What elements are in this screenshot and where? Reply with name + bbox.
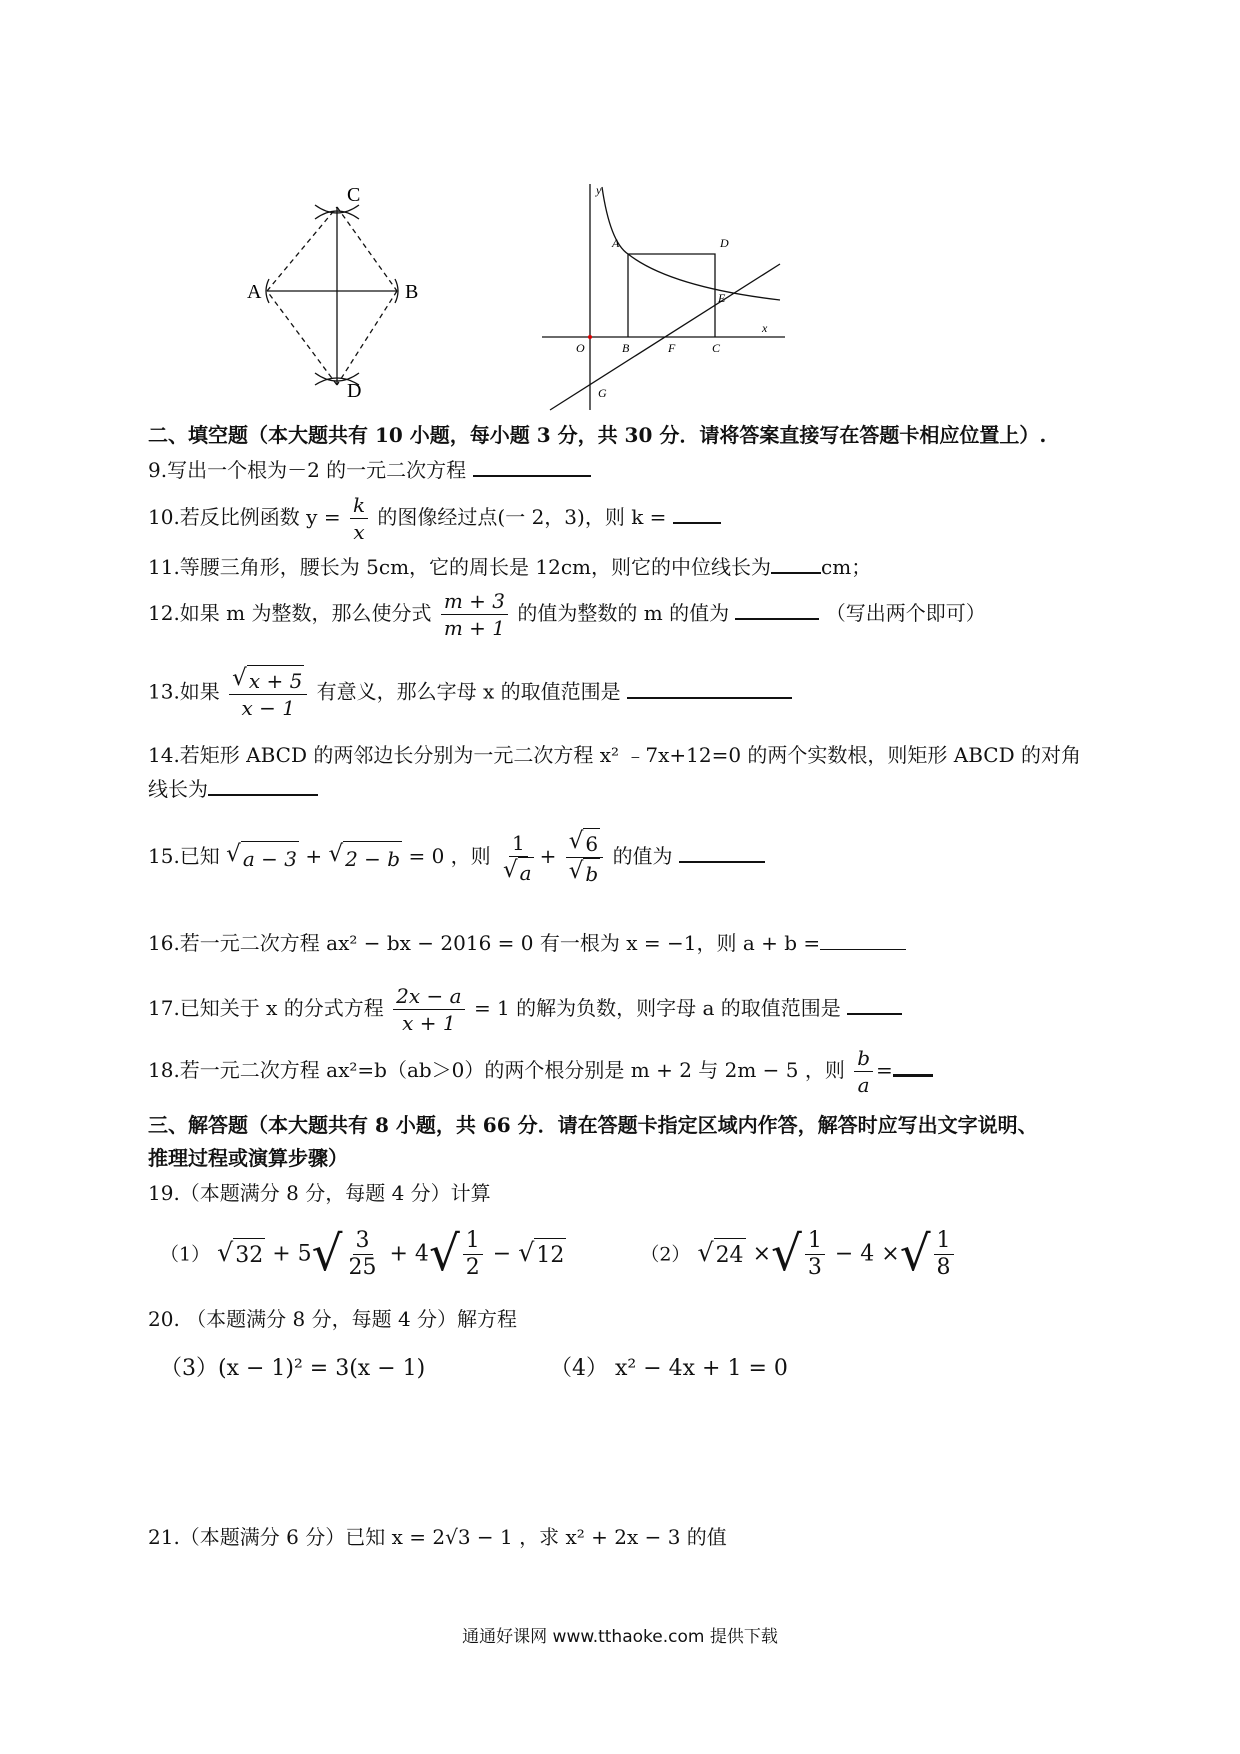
- question-14-line-1: 14.若矩形 ABCD 的两邻边长分别为一元二次方程 x² ﹣7x+12=0 的两个实数根，则矩形 ABCD 的对角: [148, 743, 1081, 767]
- q18-eq: =: [876, 1058, 893, 1082]
- q13-num: √ x + 5: [229, 665, 307, 695]
- question-13: [148, 665, 792, 721]
- q13-den: x − 1: [241, 696, 295, 720]
- q12-pre: 12.如果 m 为整数，那么使分式: [148, 601, 432, 625]
- question-17: [148, 983, 902, 1036]
- q13-radicand: x + 5: [247, 665, 304, 694]
- axis-label-y: y: [596, 183, 602, 197]
- side-da: [267, 291, 337, 385]
- q18-fraction: [854, 1045, 873, 1098]
- label-b: B: [405, 281, 419, 303]
- question-20-title: 20. （本题满分 8 分，每题 4 分）解方程: [148, 1307, 518, 1331]
- question-19-parts: [160, 1228, 957, 1281]
- question-9: [148, 455, 591, 485]
- q15-eq: = 0 ，则: [408, 844, 491, 868]
- question-14-line-2: [148, 774, 318, 804]
- q16-blank[interactable]: [820, 929, 906, 950]
- q17-blank[interactable]: [847, 993, 902, 1015]
- q17-post: = 1 的解为负数，则字母 a 的取值范围是: [473, 996, 841, 1020]
- q19-p1-plus-5: + 5: [272, 1241, 312, 1267]
- q15-fraction-1: [500, 830, 537, 886]
- q14-blank[interactable]: [208, 774, 318, 796]
- q10-blank[interactable]: [673, 502, 721, 524]
- q12-blank[interactable]: [735, 598, 819, 620]
- q10-mid: 的图像经过点(一 2，3)，则 k =: [377, 505, 667, 529]
- q19-p1-sqrt-frac-1: √ $\frac{3}{25}$: [311, 1226, 377, 1282]
- q15-blank[interactable]: [679, 841, 765, 863]
- q14-line-2-text: 线长为: [148, 777, 208, 801]
- point-b: B: [622, 341, 630, 355]
- q9-blank[interactable]: [473, 455, 591, 477]
- section-3-heading-line-1: 三、解答题（本大题共有 8 小题，共 66 分．请在答题卡指定区域内作答，解答时应写出文字说明、: [148, 1113, 1038, 1137]
- q17-pre: 17.已知关于 x 的分式方程: [148, 996, 384, 1020]
- q19-p2-minus-4-times: − 4 ×: [834, 1241, 900, 1267]
- q12-fraction: [441, 588, 508, 641]
- question-18: [148, 1045, 933, 1098]
- q10-num: k: [350, 492, 368, 519]
- question-15: 15.已知 √ a − 3 + √ 2 − b = 0 ，则 1 √ a + √ 6 √ b 的值为: [148, 828, 765, 887]
- q15-f1-den: √ a: [503, 856, 532, 885]
- q19-p1-plus-4: + 4: [389, 1241, 429, 1267]
- q18-blank[interactable]: [893, 1054, 933, 1077]
- q13-fraction: [229, 665, 307, 721]
- hyperbola-graph: [540, 182, 800, 412]
- q17-fraction: [393, 983, 464, 1036]
- q19-p1-label: （1）: [160, 1243, 211, 1266]
- q19-p1-sqrt-frac-2: √ $\frac{1}{2}$: [429, 1228, 486, 1281]
- q12-den: m + 1: [443, 616, 506, 640]
- point-f: F: [668, 341, 676, 355]
- footer-text: 通通好课网 www.tthaoke.com 提供下载: [462, 1627, 778, 1647]
- rhombus-figure: [247, 184, 425, 405]
- q15-f2-den: √ b: [568, 858, 599, 886]
- q18-pre: 18.若一元二次方程 ax²=b（ab＞0）的两个根分别是 m + 2 与 2m − 5 ，则: [148, 1058, 845, 1082]
- side-bd: [337, 291, 397, 385]
- question-16: [148, 928, 906, 958]
- q13-blank[interactable]: [627, 677, 792, 699]
- q19-p2-label: （2）: [640, 1243, 691, 1266]
- question-12: [148, 588, 986, 641]
- q9-text: 9.写出一个根为－2 的一元二次方程: [148, 458, 467, 482]
- point-c: C: [712, 341, 721, 355]
- point-a: A: [612, 236, 620, 250]
- side-cb: [337, 207, 397, 291]
- q19-p2-sqrt-24: √ 24: [697, 1238, 745, 1271]
- side-ac: [267, 207, 337, 291]
- question-19-title: 19.（本题满分 8 分，每题 4 分）计算: [148, 1181, 491, 1205]
- q15-fraction-2: [566, 828, 603, 887]
- q19-p2-sqrt-frac-2: √ $\frac{1}{8}$: [900, 1228, 957, 1281]
- q10-fraction: [350, 492, 368, 545]
- q18-num: b: [854, 1045, 873, 1072]
- q15-sqrt-1: √ a − 3: [226, 841, 299, 874]
- q15-sqrt-2: √ 2 − b: [328, 841, 402, 874]
- label-a: A: [247, 281, 262, 303]
- q17-num: 2x − a: [393, 983, 464, 1010]
- rectangle-abcd: [628, 254, 715, 337]
- question-11: [148, 552, 871, 582]
- q15-f1-num: 1: [509, 830, 528, 857]
- question-21: 21.（本题满分 6 分）已知 x = 2√3 − 1 ，求 x² + 2x − 3 的值: [148, 1525, 727, 1549]
- label-c: C: [347, 184, 361, 206]
- q18-den: a: [857, 1073, 870, 1097]
- q12-mid: 的值为整数的 m 的值为: [517, 601, 730, 625]
- q19-p1-minus: −: [492, 1241, 512, 1267]
- q11-blank[interactable]: [771, 552, 821, 574]
- question-20-part-4: （4） x² − 4x + 1 = 0: [550, 1356, 788, 1381]
- q15-pre: 15.已知: [148, 844, 220, 868]
- q13-mid: 有意义，那么字母 x 的取值范围是: [316, 679, 621, 704]
- q10-pre: 10.若反比例函数 y =: [148, 505, 341, 529]
- question-10: [148, 492, 721, 545]
- q16-text: 16.若一元二次方程 ax² − bx − 2016 = 0 有一根为 x = −1，则 a + b =: [148, 931, 821, 955]
- q17-den: x + 1: [402, 1011, 456, 1035]
- point-g: G: [598, 386, 607, 400]
- origin-dot: [588, 335, 592, 339]
- question-20-part-3: （3）(x − 1)² = 3(x − 1): [160, 1356, 426, 1381]
- section-2-heading: 二、填空题（本大题共有 10 小题，每小题 3 分，共 30 分．请将答案直接写在答题卡相应位置上）.: [148, 423, 1047, 447]
- section-3-heading-line-2: 推理过程或演算步骤）: [148, 1146, 348, 1170]
- q19-p1-sqrt-32: √ 32: [217, 1238, 265, 1271]
- q10-den: x: [353, 520, 365, 544]
- q12-num: m + 3: [441, 588, 508, 615]
- label-d: D: [347, 380, 362, 402]
- q15-plus: +: [305, 844, 323, 868]
- q13-pre: 13.如果: [148, 679, 220, 704]
- point-o: O: [576, 341, 585, 355]
- hyperbola-curve: [602, 187, 780, 300]
- q19-p1-sqrt-12: √ 12: [518, 1238, 566, 1271]
- axis-label-x: x: [762, 321, 768, 335]
- point-d: D: [720, 236, 729, 250]
- q19-p2-sqrt-frac-1: √ $\frac{1}{3}$: [771, 1228, 828, 1281]
- q15-f2-num: √ 6: [566, 828, 603, 858]
- q19-p2-times: ×: [752, 1241, 771, 1267]
- q11-text: 11.等腰三角形，腰长为 5cm，它的周长是 12cm，则它的中位线长为: [148, 555, 772, 579]
- q11-unit: cm；: [821, 555, 872, 579]
- point-e: E: [718, 291, 726, 305]
- q15-post: 的值为: [612, 844, 673, 868]
- q12-post: （写出两个即可）: [825, 601, 986, 625]
